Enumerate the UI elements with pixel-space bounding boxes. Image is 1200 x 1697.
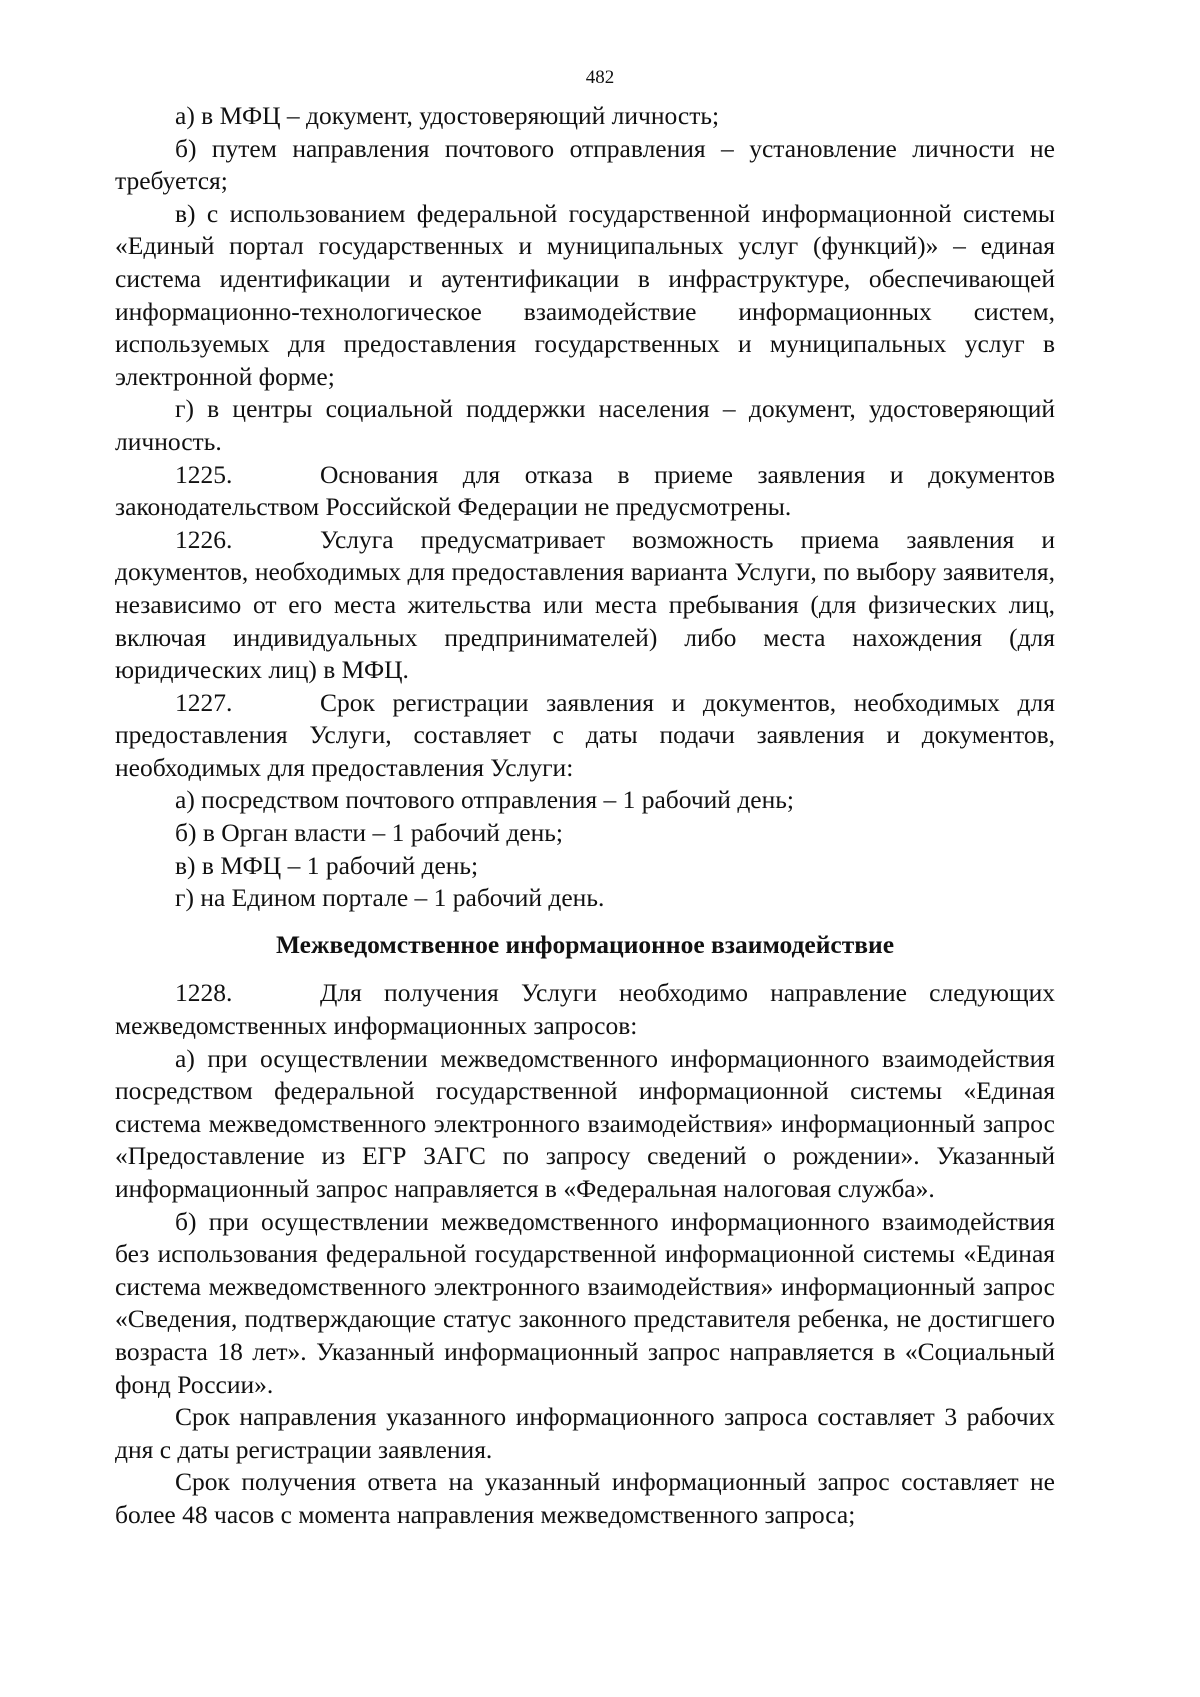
item-1225 — [115, 459, 1055, 524]
paragraph-esia-identity: в) с использованием федеральной государственной информационной системы «Единый портал государственных и муниципальных услуг (функций)» – единая система идентификации и аутентификации в инфраструктуре, обеспечивающей информационно-технологическое взаимодействие информационных систем, используемых для предоставления государственных и муниципальных услуг в электронной форме; — [115, 198, 1055, 391]
page-number: 482 — [585, 67, 615, 88]
document-body — [115, 100, 1055, 1532]
paragraph-mfc-identity: а) в МФЦ – документ, удостоверяющий личность; — [175, 101, 720, 130]
item-1228 — [115, 977, 1055, 1042]
term-portal: г) на Едином портале – 1 рабочий день. — [175, 883, 605, 913]
term-mfc: в) в МФЦ – 1 рабочий день; — [175, 850, 479, 880]
paragraph-request-deadline: Срок направления указанного информационного запроса составляет 3 рабочих дня с даты регистрации заявления. — [115, 1402, 1055, 1464]
item-text: Услуга предусматривает возможность приема заявления и документов, необходимых для предоставления варианта Услуги, по выбору заявителя, независимо от его места жительства или места пребывания (для физических лиц, включая индивидуальных предпринимателей) либо места нахождения (для юридических лиц) в МФЦ. — [115, 524, 1055, 685]
item-number: 1228. — [175, 978, 233, 1008]
item-text: Основания для отказа в приеме заявления и документов законодательством Российской Федерации не предусмотрены. — [115, 459, 1055, 522]
paragraph-postal-identity: б) путем направления почтового отправления – установление личности не требуется; — [115, 133, 1055, 196]
item-number: 1227. — [175, 687, 233, 717]
item-text: Для получения Услуги необходимо направление следующих межведомственных информационных запросов: — [115, 978, 1055, 1041]
paragraph-smev-request: а) при осуществлении межведомственного информационного взаимодействия посредством федеральной государственной информационной системы «Единая система межведомственного электронного взаимодействия» информационный запрос «Предоставление из ЕГР ЗАГС по запросу сведений о рождении». Указанный информационный запрос направляется в «Федеральная налоговая служба». — [115, 1043, 1055, 1203]
paragraph-social-centers-identity: г) в центры социальной поддержки населения – документ, удостоверяющий личность. — [115, 394, 1055, 456]
term-postal: а) посредством почтового отправления – 1 рабочий день; — [175, 785, 794, 815]
item-text: Срок регистрации заявления и документов, необходимых для предоставления Услуги, составляет с даты подачи заявления и документов, необходимых для предоставления Услуги: — [115, 687, 1055, 782]
item-1227 — [115, 687, 1055, 785]
item-1226 — [115, 524, 1055, 687]
section-heading: Межведомственное информационное взаимодействие — [275, 929, 895, 959]
item-number: 1226. — [175, 524, 233, 554]
paragraph-response-deadline: Срок получения ответа на указанный информационный запрос составляет не более 48 часов с момента направления межведомственного запроса; — [115, 1467, 1055, 1529]
item-number: 1225. — [175, 459, 233, 489]
term-authority: б) в Орган власти – 1 рабочий день; — [175, 818, 563, 848]
paragraph-non-smev-request: б) при осуществлении межведомственного информационного взаимодействия без использования федеральной государственной информационной системы «Единая система межведомственного электронного взаимодействия» информационный запрос «Сведения, подтверждающие статус законного представителя ребенка, не достигшего возраста 18 лет». Указанный информационный запрос направляется в «Социальный фонд России». — [115, 1206, 1055, 1399]
